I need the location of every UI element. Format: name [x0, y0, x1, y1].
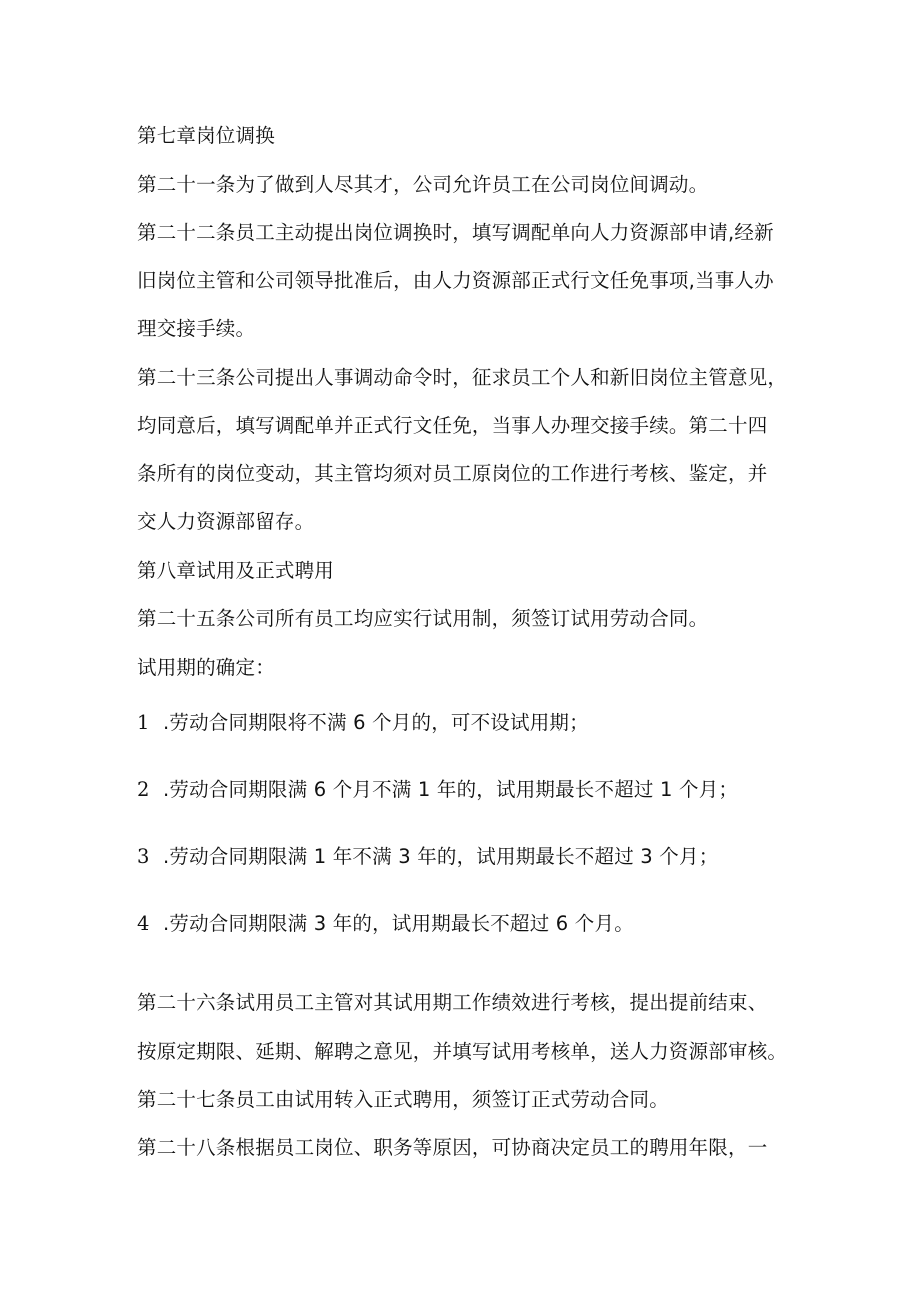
article-22-line-1: 第二十二条员工主动提出岗位调换时，填写调配单向人力资源部申请,经新	[137, 221, 774, 244]
article-23-line-2: 均同意后，填写调配单并正式行文任免，当事人办理交接手续。第二十四	[137, 414, 768, 437]
article-23-line-3: 条所有的岗位变动，其主管均须对员工原岗位的工作进行考核、鉴定，并	[137, 462, 768, 485]
article-26-line-1: 第二十六条试用员工主管对其试用期工作绩效进行考核，提出提前结束、	[137, 991, 768, 1014]
article-22-line-3: 理交接手续。	[137, 317, 256, 340]
article-23-line-1: 第二十三条公司提出人事调动命令时，征求员工个人和新旧岗位主管意见，	[137, 366, 788, 389]
probation-heading: 试用期的确定：	[137, 656, 275, 679]
probation-rule-4	[137, 911, 634, 937]
probation-rule-1	[137, 710, 589, 736]
article-28-line-1: 第二十八条根据员工岗位、职务等原因，可协商决定员工的聘用年限，一	[137, 1136, 768, 1159]
article-27: 第二十七条员工由试用转入正式聘用，须签订正式劳动合同。	[137, 1088, 669, 1111]
article-23-line-4: 交人力资源部留存。	[137, 510, 315, 533]
rule-number: 3	[137, 845, 150, 868]
rule-number: 4	[137, 912, 150, 935]
rule-text: .劳动合同期限满 6 个月不满 1 年的，试用期最长不超过 1 个月；	[163, 778, 739, 801]
chapter-8-title: 第八章试用及正式聘用	[137, 559, 335, 582]
article-22-line-2: 旧岗位主管和公司领导批准后，由人力资源部正式行文任免事项,当事人办	[137, 269, 774, 292]
rule-number: 1	[137, 711, 150, 734]
article-26-line-2: 按原定期限、延期、解聘之意见，并填写试用考核单，送人力资源部审核。	[137, 1040, 788, 1063]
rule-text: .劳动合同期限满 1 年不满 3 年的，试用期最长不超过 3 个月；	[163, 845, 719, 868]
probation-rule-2	[137, 777, 738, 803]
rule-text: .劳动合同期限将不满 6 个月的，可不设试用期；	[163, 711, 589, 734]
chapter-7-title: 第七章岗位调换	[137, 124, 275, 147]
rule-number: 2	[137, 778, 150, 801]
article-21: 第二十一条为了做到人尽其才，公司允许员工在公司岗位间调动。	[137, 173, 709, 196]
article-25: 第二十五条公司所有员工均应实行试用制，须签订试用劳动合同。	[137, 607, 709, 630]
probation-rule-3	[137, 844, 718, 870]
rule-text: .劳动合同期限满 3 年的，试用期最长不超过 6 个月。	[163, 912, 634, 935]
